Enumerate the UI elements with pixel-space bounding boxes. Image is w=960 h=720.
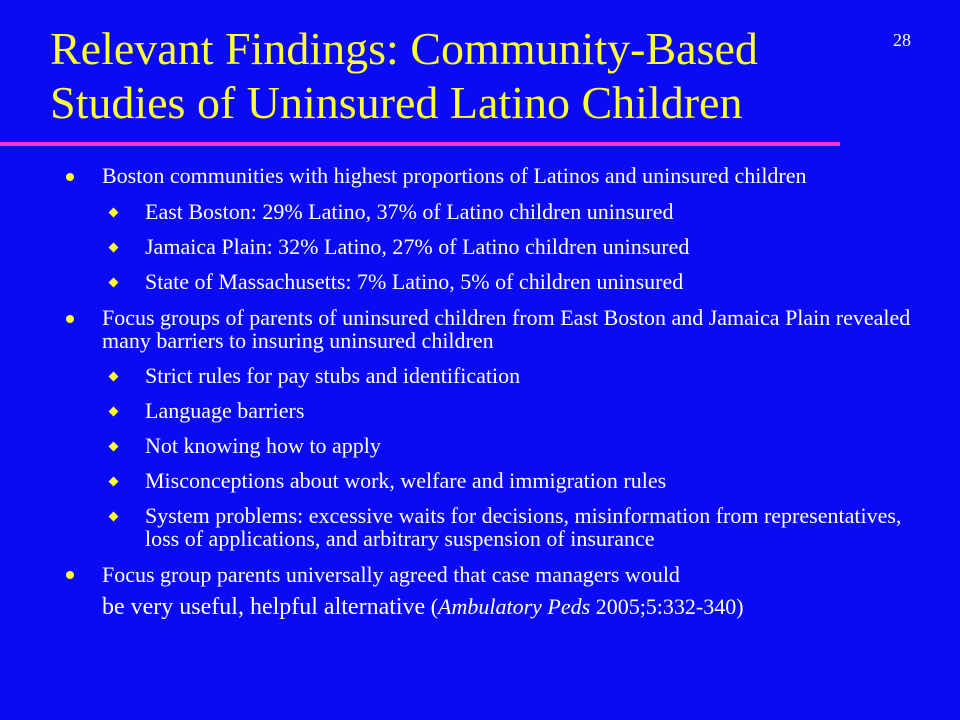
bullet-diamond-icon	[109, 477, 119, 487]
bullet-item	[0, 164, 960, 187]
bullet-list	[0, 162, 960, 623]
citation-details: 2005;5:332-340)	[590, 594, 744, 619]
bullet-diamond-icon	[109, 407, 119, 417]
slide-title-line-2: Studies of Uninsured Latino Children	[50, 77, 743, 128]
sub-bullet-text: Strict rules for pay stubs and identification	[145, 363, 521, 388]
sub-bullet-item	[0, 399, 960, 422]
slide-title	[50, 22, 870, 130]
sub-bullet-item	[0, 434, 960, 457]
bullet-text-line-1: Focus group parents universally agreed that case managers would	[102, 562, 680, 587]
sub-bullet-text: System problems: excessive waits for decisions, misinformation from representatives, loss of applications, and arbitrary suspension of insurance	[145, 503, 902, 551]
sub-bullet-text: Not knowing how to apply	[145, 433, 381, 458]
bullet-diamond-icon	[109, 442, 119, 452]
title-underline	[0, 142, 840, 146]
bullet-item	[0, 306, 960, 352]
sub-bullet-item	[0, 364, 960, 387]
bullet-text-line-2: be very useful, helpful alternative	[102, 594, 426, 620]
bullet-diamond-icon	[109, 243, 119, 253]
sub-bullet-text: State of Massachusetts: 7% Latino, 5% of children uninsured	[145, 269, 684, 294]
bullet-diamond-icon	[109, 208, 119, 218]
bullet-dot-icon	[66, 315, 74, 323]
sub-bullet-text: East Boston: 29% Latino, 37% of Latino children uninsured	[145, 199, 674, 224]
bullet-diamond-icon	[109, 372, 119, 382]
bullet-text: Boston communities with highest proportions of Latinos and uninsured children	[102, 163, 807, 188]
sub-bullet-text: Language barriers	[145, 398, 305, 423]
citation	[431, 594, 744, 619]
sub-bullet-item	[0, 200, 960, 223]
sub-bullet-item	[0, 504, 960, 550]
slide-number: 28	[893, 30, 911, 50]
sub-bullet-text: Jamaica Plain: 32% Latino, 27% of Latino children uninsured	[145, 234, 690, 259]
bullet-dot-icon	[66, 173, 74, 181]
bullet-item	[0, 559, 960, 623]
sub-bullet-item	[0, 469, 960, 492]
bullet-text	[102, 559, 920, 623]
bullet-diamond-icon	[109, 278, 119, 288]
citation-journal: Ambulatory Peds	[438, 594, 591, 619]
bullet-diamond-icon	[109, 512, 119, 522]
citation-open: (	[430, 594, 439, 619]
sub-bullet-item	[0, 270, 960, 293]
bullet-dot-icon	[66, 571, 74, 579]
sub-bullet-text: Misconceptions about work, welfare and immigration rules	[145, 468, 667, 493]
slide-title-line-1: Relevant Findings: Community-Based	[50, 23, 758, 74]
sub-bullet-item	[0, 235, 960, 258]
bullet-text: Focus groups of parents of uninsured children from East Boston and Jamaica Plain revealed many barriers to insuring uninsured children	[102, 305, 911, 353]
